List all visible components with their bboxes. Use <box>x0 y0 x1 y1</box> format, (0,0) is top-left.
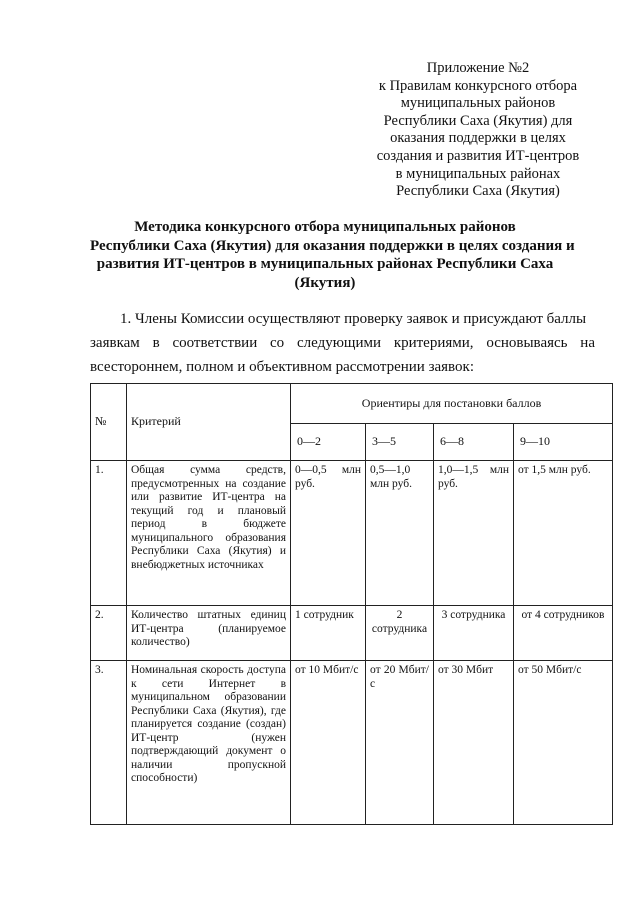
title-line: (Якутия) <box>294 274 356 291</box>
row-value: 2 сотрудника <box>366 606 434 661</box>
row-value: от 50 Мбит/с <box>514 661 613 825</box>
appendix-header <box>360 60 596 201</box>
row-value: от 4 сотрудников <box>514 606 613 661</box>
appendix-line: оказания поддержки в целях <box>390 130 566 147</box>
row-criterion: Количество штатных единиц ИТ-центра (планируемое количество) <box>127 606 291 661</box>
title-line: Республики Саха (Якутия) для оказания поддержки в целях создания и <box>90 237 575 254</box>
paragraph-line: всестороннем, полном и объективном рассмотрении заявок: <box>90 359 474 375</box>
row-criterion: Общая сумма средств, предусмотренных на создание или развитие ИТ-центра на текущий год и плановый период в бюджете муниципального образования Республики Саха (Якутия) и внебюджетных источниках <box>127 461 291 606</box>
header-band: 6—8 <box>434 424 514 461</box>
intro-paragraph <box>90 307 595 379</box>
row-value: 3 сотрудника <box>434 606 514 661</box>
table-row <box>91 606 613 661</box>
appendix-line: Приложение №2 <box>426 60 530 76</box>
header-criterion: Критерий <box>127 384 291 461</box>
header-band: 0—2 <box>291 424 366 461</box>
appendix-line: муниципальных районов <box>400 95 556 112</box>
appendix-line: Республики Саха (Якутия) для <box>383 112 573 129</box>
header-band: 3—5 <box>366 424 434 461</box>
row-value: 1 сотрудник <box>291 606 366 661</box>
document-title <box>90 218 575 292</box>
table-row <box>91 461 613 606</box>
row-value: от 10 Мбит/с <box>291 661 366 825</box>
appendix-line: к Правилам конкурсного отбора <box>378 77 578 94</box>
appendix-line: в муниципальных районах <box>395 165 561 182</box>
criteria-table <box>90 383 613 825</box>
row-value: от 30 Мбит <box>434 661 514 825</box>
paragraph-line: заявкам в соответствии со следующими критериями, основываясь на <box>90 335 595 351</box>
header-number: № <box>91 384 127 461</box>
header-band: 9—10 <box>514 424 613 461</box>
row-value: от 20 Мбит/с <box>366 661 434 825</box>
appendix-line: создания и развития ИТ-центров <box>376 147 580 164</box>
header-score-group: Ориентиры для постановки баллов <box>291 384 613 424</box>
row-value: от 1,5 млн руб. <box>514 461 613 606</box>
row-value: 1,0—1,5 млн руб. <box>434 461 514 606</box>
row-number: 2. <box>91 606 127 661</box>
paragraph-line: 1. Члены Комиссии осуществляют проверку заявок и присуждают баллы <box>120 311 587 327</box>
title-line: развития ИТ-центров в муниципальных районах Республики Саха <box>96 256 554 272</box>
row-value: 0,5—1,0 млн руб. <box>366 461 434 606</box>
row-number: 3. <box>91 661 127 825</box>
appendix-line: Республики Саха (Якутия) <box>396 183 560 200</box>
table-row <box>91 661 613 825</box>
title-line: Методика конкурсного отбора муниципальных районов <box>134 219 516 235</box>
row-value: 0—0,5 млн руб. <box>291 461 366 606</box>
row-number: 1. <box>91 461 127 606</box>
row-criterion: Номинальная скорость доступа к сети Интернет в муниципальном образовании Республики Саха (Якутия), где планируется создание (создан) ИТ-центр (нужен подтверждающий документ о наличии пропускной способности) <box>127 661 291 825</box>
